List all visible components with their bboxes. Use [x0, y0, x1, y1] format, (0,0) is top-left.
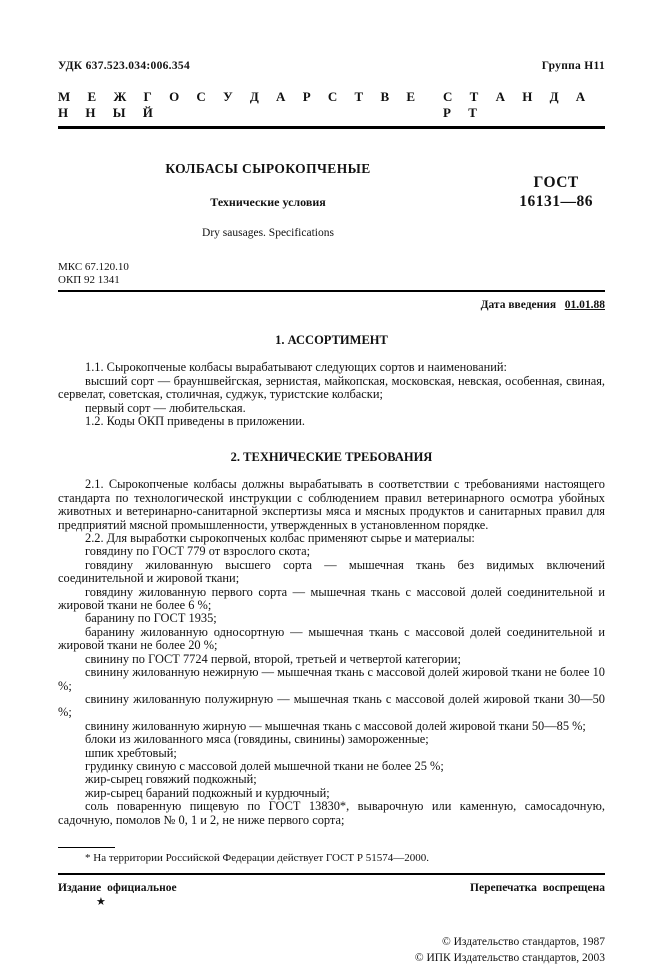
- paragraph: высший сорт — брауншвейгская, зернистая, майкопская, московская, невская, особенная, свиная, сервелат, советская, столичная, суджук, туристские колбаски;: [58, 373, 605, 402]
- date-label: Дата введения: [480, 299, 557, 312]
- paragraph: говядину жилованную первого сорта — мышечная ткань с массовой долей соединительной и жировой ткани не более 6 %;: [58, 584, 605, 613]
- udk-code: УДК 637.523.034:006.354: [58, 60, 191, 72]
- paragraph: говядину жилованную высшего сорта — мышечная ткань без видимых включений соединительной и жировой ткани;: [58, 557, 605, 586]
- codes-divider: [58, 290, 605, 292]
- footer-divider: [58, 873, 605, 875]
- group-code: Группа Н11: [541, 60, 605, 72]
- gost-number: 16131—86: [519, 193, 593, 211]
- paragraph: жир-сырец говяжий подкожный;: [85, 772, 257, 787]
- paragraph: баранину жилованную односортную — мышечная ткань с массовой долей соединительной и жировой ткани не более 20 %;: [58, 624, 605, 653]
- section-1-body: [58, 361, 605, 428]
- section-2-body: [58, 478, 605, 827]
- paragraph: свинину жилованную нежирную — мышечная ткань с массовой долей жировой ткани не более 10 %;: [58, 665, 605, 693]
- copyright-line-1987: © Издательство стандартов, 1987: [441, 935, 605, 948]
- standard-type-banner: [58, 89, 605, 121]
- paragraph: грудинку свиную с массовой долей мышечной ткани не более 25 %;: [85, 758, 444, 773]
- header-divider: [58, 126, 605, 129]
- paragraph: свинину жилованную полужирную — мышечная ткань с массовой долей жировой ткани 30—50 %;: [58, 691, 605, 720]
- paragraph: шпик хребтовый;: [85, 745, 177, 760]
- reprint-forbidden-label: Перепечатка воспрещена: [470, 881, 605, 894]
- star-icon: ★: [96, 895, 106, 908]
- section-2-heading: 2. ТЕХНИЧЕСКИЕ ТРЕБОВАНИЯ: [230, 450, 433, 465]
- paragraph: свинину по ГОСТ 7724 первой, второй, третьей и четвертой категории;: [85, 651, 461, 666]
- spacer: [559, 299, 562, 311]
- document-title: КОЛБАСЫ СЫРОКОПЧЕНЫЕ: [165, 161, 371, 176]
- paragraph: свинину жилованную жирную — мышечная ткань с массовой долей жировой ткани 50—85 %;: [85, 718, 586, 733]
- document-subtitle: Технические условия: [210, 195, 326, 209]
- paragraph: говядину по ГОСТ 779 от взрослого скота;: [85, 544, 311, 559]
- title-block: [58, 161, 605, 247]
- paragraph: 2.1. Сырокопченые колбасы должны вырабатывать в соответствии с требованиями настоящего стандарта по технологической инструкции с соблюдением правил ветеринарного осмотра убойных животных и ветеринарно-санитарной экспертизы мяса и мясных продуктов и санитарных правил для предприятий мясной промышленности, утвержденных в установленном порядке.: [58, 477, 605, 532]
- date-value: 01.01.88: [564, 299, 605, 312]
- copyright-block: [58, 934, 605, 966]
- gost-number-box: [519, 173, 593, 212]
- classification-codes: [58, 261, 605, 287]
- introduction-date-row: [58, 299, 605, 311]
- standard-word-1: М Е Ж Г О С У Д А Р С Т В Е Н Н Ы Й: [58, 89, 423, 120]
- paragraph: соль поваренную пищевую по ГОСТ 13830*, выварочную или каменную, самосадочную, садочную, помолов № 0, 1 и 2, не ниже первого сорта;: [58, 799, 605, 827]
- official-edition-label: Издание официальное: [58, 881, 177, 894]
- footnote-block: [58, 847, 605, 866]
- paragraph: жир-сырец бараний подкожный и курдючный;: [85, 785, 330, 800]
- mks-code: МКС 67.120.10: [58, 261, 129, 273]
- footnote-text: * На территории Российской Федерации действует ГОСТ Р 51574—2000.: [85, 851, 430, 864]
- paragraph: 1.1. Сырокопченые колбасы вырабатывают следующих сортов и наименований:: [85, 360, 507, 375]
- footnote-divider: [58, 847, 115, 848]
- paragraph: блоки из жилованного мяса (говядины, свинины) замороженные;: [85, 732, 429, 747]
- paragraph: баранину по ГОСТ 1935;: [85, 611, 217, 626]
- paragraph: первый сорт — любительская.: [85, 400, 246, 415]
- header-row: [58, 60, 605, 72]
- section-1-heading: 1. АССОРТИМЕНТ: [275, 333, 388, 348]
- copyright-line-2003: © ИПК Издательство стандартов, 2003: [414, 951, 605, 964]
- gost-label: ГОСТ: [533, 174, 579, 191]
- footer-row: [58, 882, 605, 894]
- okp-code: ОКП 92 1341: [58, 274, 120, 287]
- paragraph: 2.2. Для выработки сырокопченых колбас применяют сырье и материалы:: [85, 531, 475, 546]
- title-column: [58, 161, 478, 239]
- paragraph: 1.2. Коды ОКП приведены в приложении.: [85, 414, 305, 428]
- standard-word-2: С Т А Н Д А Р Т: [443, 89, 593, 120]
- document-subtitle-english: Dry sausages. Specifications: [202, 227, 334, 239]
